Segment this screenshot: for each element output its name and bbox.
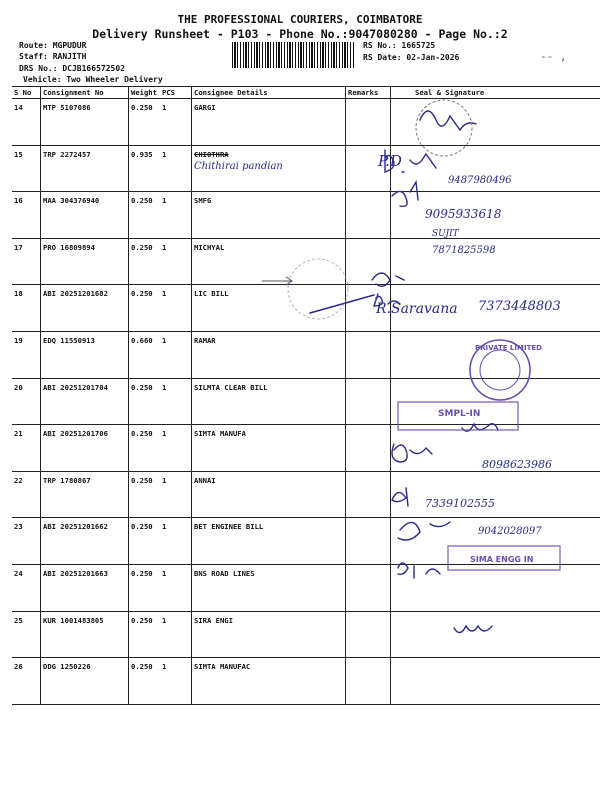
cell-consignee: SILMTA CLEAR BILL — [192, 378, 346, 425]
cell-weight: 0.250 — [129, 518, 161, 565]
handwritten-phone: 9095933618 — [425, 207, 502, 221]
company-title: THE PROFESSIONAL COURIERS, COIMBATORE — [177, 13, 423, 26]
cell-pcs: 1 — [160, 564, 192, 611]
cell-sno: 20 — [12, 378, 41, 425]
smpl-stamp-text: SMPL-IN — [438, 409, 481, 419]
cell-consignee: RAMAR — [192, 331, 346, 378]
cell-consignee: BET ENGINEE BILL — [192, 518, 346, 565]
signature-scribble — [392, 444, 432, 462]
cell-consignee: BNS ROAD LINES — [192, 564, 346, 611]
cell-sno: 17 — [12, 238, 41, 285]
signature-initials: R.Saravana — [376, 301, 458, 317]
cell-consignment: EDQ 11550913 — [41, 331, 129, 378]
signature-scribble — [398, 522, 450, 540]
cell-consignee: GARGI — [192, 99, 346, 146]
cell-sno: 16 — [12, 192, 41, 239]
col-pcs: PCS — [160, 87, 192, 99]
cell-sno: 15 — [12, 145, 41, 192]
cell-weight: 0.250 — [129, 99, 161, 146]
cell-sno: 18 — [12, 285, 41, 332]
handwritten-phone: 9042028097 — [478, 526, 542, 537]
cell-consignment: KUR 1001483805 — [41, 611, 129, 658]
rs-number: RS No.: 1665725 — [363, 41, 436, 50]
cell-sno: 25 — [12, 611, 41, 658]
cell-consignment: ABI 20251201682 — [41, 285, 129, 332]
rs-date: RS Date: 02-Jan-2026 — [363, 53, 460, 62]
cell-weight: 0.660 — [129, 331, 161, 378]
cell-consignment: PRO 16809894 — [41, 238, 129, 285]
cell-consignee: MICHYAL — [192, 238, 346, 285]
cell-pcs: 1 — [160, 285, 192, 332]
cell-pcs: 1 — [160, 238, 192, 285]
col-sno: S No — [12, 87, 41, 99]
cell-consignment: DDG 1250226 — [41, 658, 129, 705]
cell-pcs: 1 — [160, 611, 192, 658]
pen-mark: -‑ , — [540, 50, 567, 63]
signature-scribble — [392, 182, 418, 206]
company-seal-inner — [480, 350, 520, 390]
handwritten-phone: 7339102555 — [425, 497, 495, 510]
cell-sno: 26 — [12, 658, 41, 705]
sima-stamp-text: SIMA ENGG IN — [470, 555, 534, 564]
cell-pcs: 1 — [160, 518, 192, 565]
handwritten-name: SUJIT — [432, 229, 459, 239]
cell-pcs: 1 — [160, 425, 192, 472]
cell-weight: 0.250 — [129, 564, 161, 611]
col-consignment: Consignment No — [41, 87, 129, 99]
cell-consignee: SMFG — [192, 192, 346, 239]
signature-scribble — [372, 273, 404, 286]
cell-weight: 0.935 — [129, 145, 161, 192]
signature-initials: P.D — [378, 152, 402, 170]
cell-consignee: ANNAI — [192, 471, 346, 518]
cell-weight: 0.250 — [129, 425, 161, 472]
handwritten-phone: 7871825598 — [432, 245, 496, 256]
cell-consignment: MTP 5107086 — [41, 99, 129, 146]
pen-stroke — [310, 295, 374, 313]
cell-weight: 0.250 — [129, 471, 161, 518]
cell-consignment: TRP 1780867 — [41, 471, 129, 518]
cell-pcs: 1 — [160, 378, 192, 425]
signature-scribble — [454, 626, 492, 633]
private-limited-stamp: PRIVATE LIMITED — [475, 344, 542, 352]
cell-sno: 24 — [12, 564, 41, 611]
round-stamp — [416, 100, 472, 156]
cell-weight: 0.250 — [129, 192, 161, 239]
route-label: Route: MGPUDUR — [19, 41, 87, 50]
ink-stamps — [288, 100, 560, 570]
cell-consignment: ABI 20251201706 — [41, 425, 129, 472]
cell-pcs: 1 — [160, 471, 192, 518]
signature-scribble — [398, 563, 440, 578]
handwritten-name: Chithirai pandian — [194, 160, 283, 172]
handwritten-phone: 7373448803 — [478, 299, 561, 314]
cell-consignee: SIMTA MANUFAC — [192, 658, 346, 705]
cell-pcs: 1 — [160, 145, 192, 192]
cell-pcs: 1 — [160, 331, 192, 378]
col-weight: Weight — [129, 87, 161, 99]
consignee-name-struck: CHIOTHRA — [194, 149, 229, 159]
staff-label: Staff: RANJITH — [19, 52, 87, 61]
cell-consignment: ABI 20251201704 — [41, 378, 129, 425]
cell-sno: 14 — [12, 99, 41, 146]
cell-consignee: SIMTA MANUFA — [192, 425, 346, 472]
cell-pcs: 1 — [160, 192, 192, 239]
handwritten-phone: 9487980496 — [448, 175, 512, 186]
cell-consignment: ABI 20251201663 — [41, 564, 129, 611]
col-seal: Seal & Signature — [391, 87, 600, 99]
cell-weight: 0.250 — [129, 611, 161, 658]
arrow-mark — [262, 277, 292, 285]
cell-weight: 0.250 — [129, 658, 161, 705]
cell-consignment: MAA 304376940 — [41, 192, 129, 239]
ink-signatures — [262, 111, 498, 633]
cell-consignee: LIC BILL — [192, 285, 346, 332]
col-consignee: Consignee Details — [192, 87, 346, 99]
signature-scribble — [392, 488, 408, 506]
cell-weight: 0.250 — [129, 238, 161, 285]
cell-weight: 0.250 — [129, 285, 161, 332]
cell-pcs: 1 — [160, 99, 192, 146]
drs-label: DRS No.: DCJB166572502 — [19, 64, 125, 73]
cell-consignment: TRP 2272457 — [41, 145, 129, 192]
cell-sno: 19 — [12, 331, 41, 378]
cell-sno: 21 — [12, 425, 41, 472]
vehicle-label: Vehicle: Two Wheeler Delivery — [23, 75, 163, 84]
cell-consignee: SIRA ENGI — [192, 611, 346, 658]
cell-pcs: 1 — [160, 658, 192, 705]
cell-sno: 22 — [12, 471, 41, 518]
cell-weight: 0.250 — [129, 378, 161, 425]
handwritten-phone: 8098623986 — [482, 458, 552, 471]
col-remarks: Remarks — [346, 87, 391, 99]
cell-sno: 23 — [12, 518, 41, 565]
runsheet-title: Delivery Runsheet - P103 - Phone No.:9047080280 - Page No.:2 — [92, 27, 508, 41]
cell-consignment: ABI 20251201662 — [41, 518, 129, 565]
